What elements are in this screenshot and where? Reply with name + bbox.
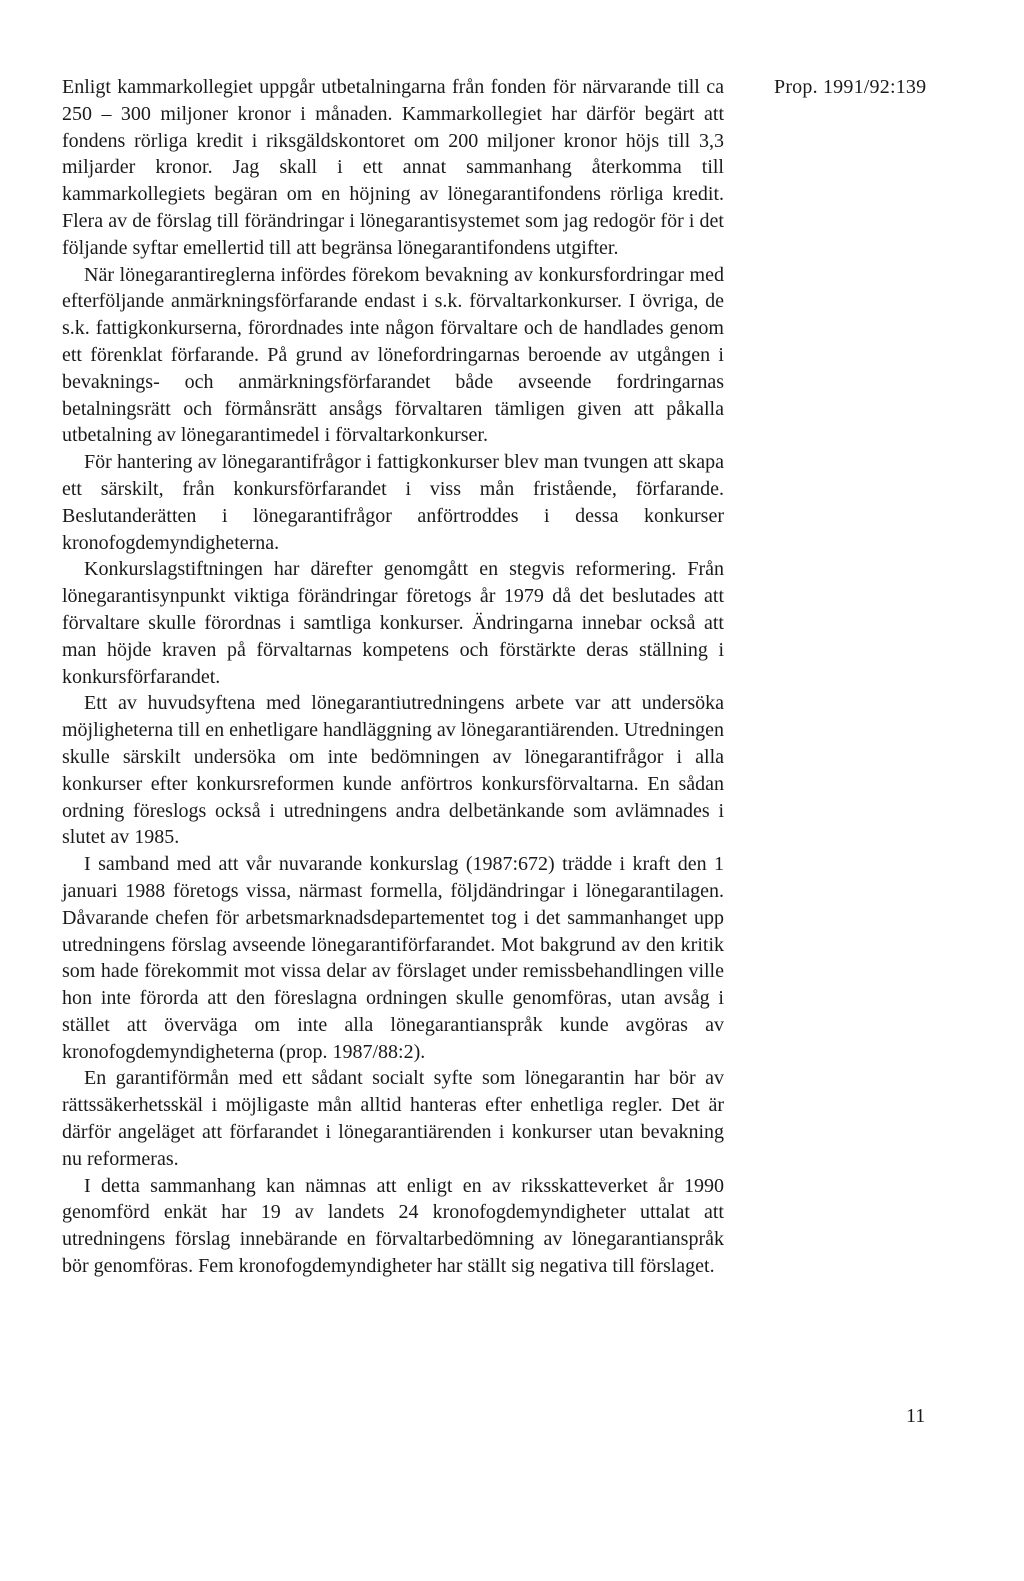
paragraph: I detta sammanhang kan nämnas att enligt en av riksskatteverket år 1990 genomförd enkät har 19 av landets 24 kronofogdemyndigheter uttalat att utredningens förslag innebärande en förvaltarbedömning av lönegarantianspråk bör genomföras. Fem kronofogdemyndigheter har ställt sig negativa till förslaget. [62, 1174, 724, 1278]
document-reference: Prop. 1991/92:139 [774, 76, 927, 98]
body-text [62, 74, 724, 1280]
paragraph: För hantering av lönegarantifrågor i fattigkonkurser blev man tvungen att skapa ett särskilt, från konkursförfarandet i viss mån fristående, förfarande. Beslutanderätten i lönegarantifrågor anförtroddes i dessa konkurser kronofogdemyndigheterna. [62, 451, 724, 554]
paragraph: Enligt kammarkollegiet uppgår utbetalningarna från fonden för närvarande till ca 250 – 300 miljoner kronor i månaden. Kammarkollegiet har därför begärt att fondens rörliga kredit i riksgäldskontoret om 200 miljoner kronor höjs till 3,3 miljarder kronor. Jag skall i ett annat sammanhang återkomma till kammarkollegiets begäran om en höjning av lönegarantifondens rörliga kredit. Flera av de förslag till förändringar i lönegarantisystemet som jag redogör för i det följande syftar emellertid till att begränsa lönegarantifondens utgifter. [62, 76, 724, 259]
paragraph: I samband med att vår nuvarande konkurslag (1987:672) trädde i kraft den 1 januari 1988 företogs vissa, närmast formella, följdändringar i lönegarantilagen. Dåvarande chefen för arbetsmarknadsdepartementet tog i det sammanhanget upp utredningens förslag avseende lönegarantiförfarandet. Mot bakgrund av den kritik som hade förekommit mot vissa delar av förslaget under remissbehandlingen ville hon inte förorda att den föreslagna ordningen skulle genomföras, utan avsåg i stället att överväga om inte alla lönegarantianspråk kunde avgöras av kronofogdemyndigheterna (prop. 1987/88:2). [62, 853, 724, 1063]
paragraph: En garantiförmån med ett sådant socialt syfte som lönegarantin har bör av rättssäkerhetsskäl i möjligaste mån alltid hanteras efter enhetliga regler. Det är därför angeläget att förfarandet i lönegarantiärenden i konkurser utan bevakning nu reformeras. [62, 1067, 724, 1170]
paragraph: Ett av huvudsyftena med lönegarantiutredningens arbete var att undersöka möjligheterna till en enhetligare handläggning av lönegarantiärenden. Utredningen skulle särskilt undersöka om inte bedömningen av lönegarantifrågor i alla konkurser efter konkursreformen kunde anförtros konkursförvaltarna. En sådan ordning föreslogs också i utredningens andra delbetänkande som avlämnades i slutet av 1985. [62, 692, 724, 849]
paragraph: Konkurslagstiftningen har därefter genomgått en stegvis reformering. Från lönegarantisynpunkt viktiga förändringar företogs år 1979 då det beslutades att förvaltare skulle förordnas i samtliga konkurser. Ändringarna innebar också att man höjde kraven på förvaltarnas kompetens och förstärkte deras ställning i konkursförfarandet. [62, 558, 724, 688]
page-number: 11 [906, 1405, 926, 1427]
paragraph: När lönegarantireglerna infördes förekom bevakning av konkursfordringar med efterföljande anmärkningsförfarande endast i s.k. förvaltarkonkurser. I övriga, de s.k. fattigkonkurserna, förordnades inte någon förvaltare och de handlades genom ett förenklat förfarande. På grund av lönefordringarnas beroende av utgången i bevaknings- och anmärkningsförfarandet både avseende fordringarnas betalningsrätt och förmånsrätt ansågs förvaltaren tämligen given att påkalla utbetalning av lönegarantimedel i förvaltarkonkurser. [62, 263, 724, 447]
